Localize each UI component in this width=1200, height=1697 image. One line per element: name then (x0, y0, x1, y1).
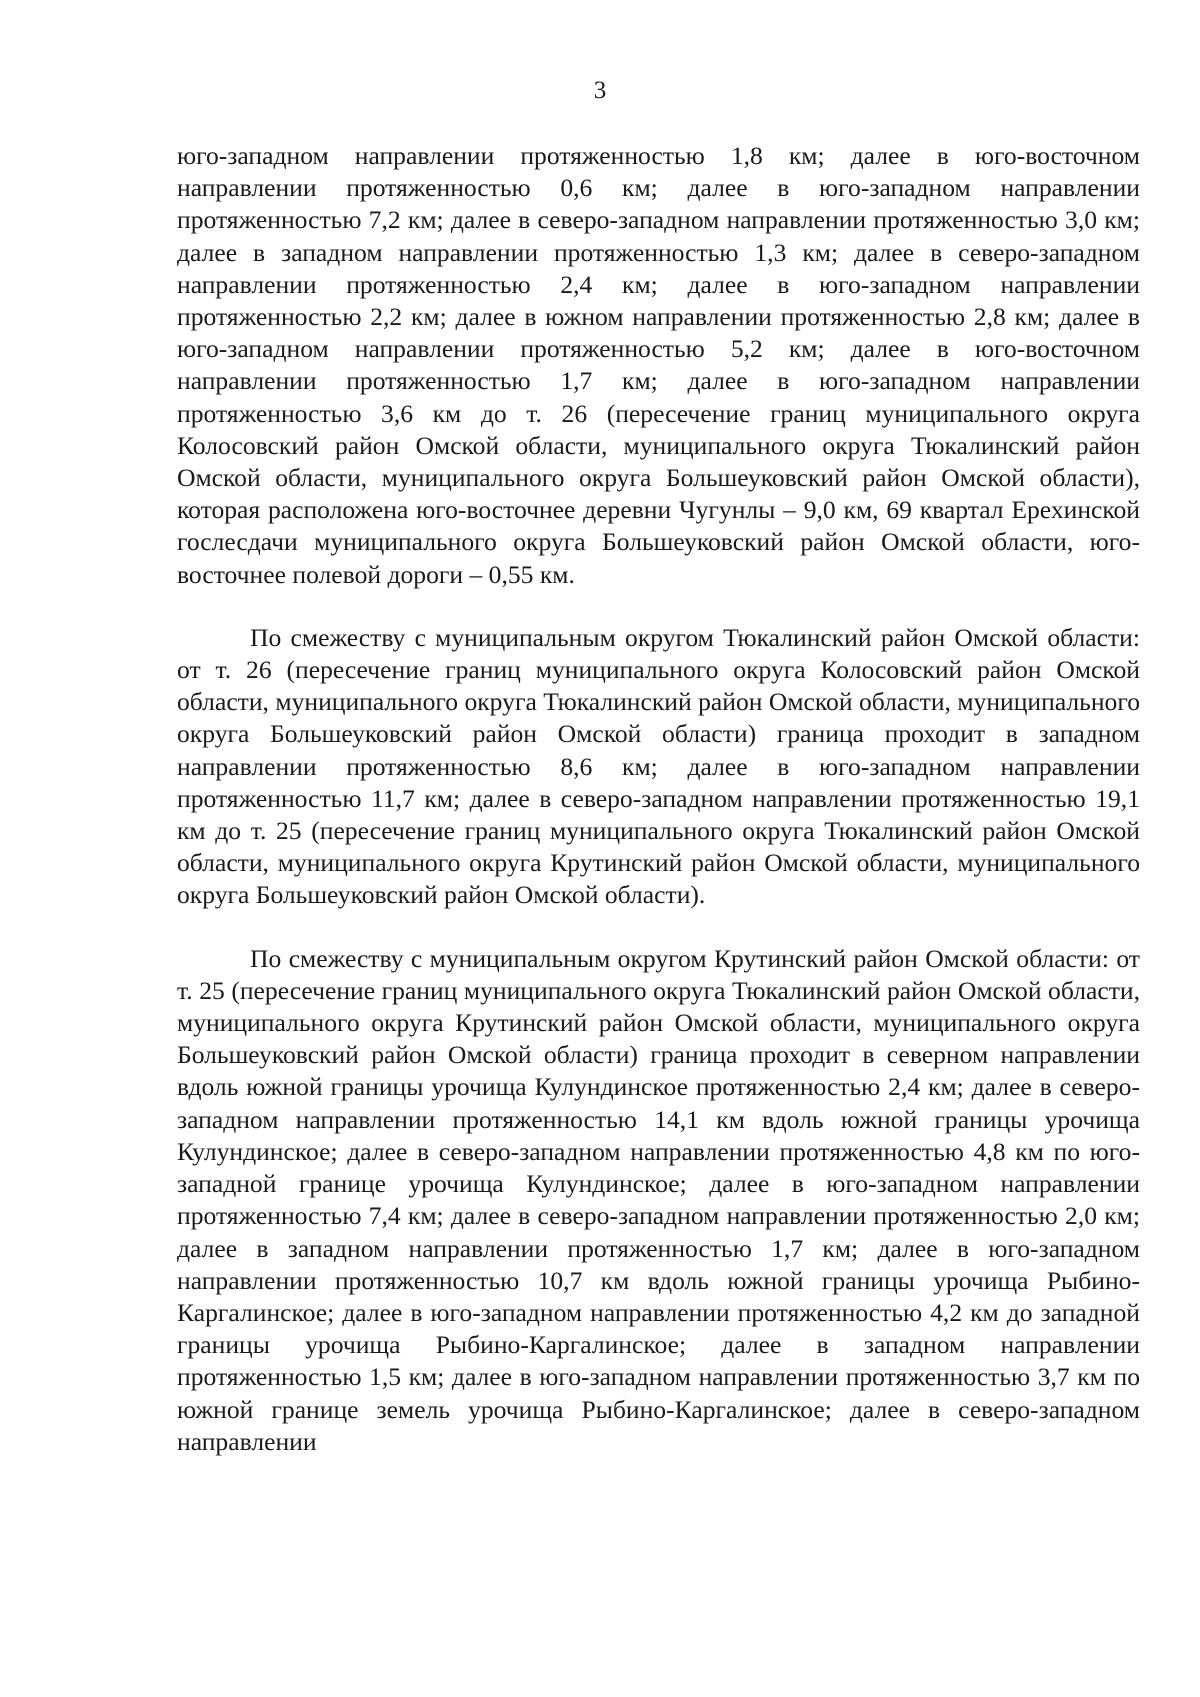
paragraph-tyukalinsky-border: По смежеству с муниципальным округом Тюкалинский район Омской области: от т. 26 (пересечение границ муниципального округа Колосовский район Омской области, муниципального округа Тюкалинский район Омской области, муниципального округа Большеуковский район Омской области) граница проходит в западном направлении протяженностью 8,6 км; далее в юго-западном направлении протяженностью 11,7 км; далее в северо-западном направлении протяженностью 19,1 км до т. 25 (пересечение границ муниципального округа Тюкалинский район Омской области, муниципального округа Крутинский район Омской области, муниципального округа Большеуковский район Омской области). (177, 622, 1140, 910)
paragraph-continuation: юго-западном направлении протяженностью 1,8 км; далее в юго-восточном направлении протяженностью 0,6 км; далее в юго-западном направлении протяженностью 7,2 км; далее в северо-западном направлении протяженностью 3,0 км; далее в западном направлении протяженностью 1,3 км; далее в северо-западном направлении протяженностью 2,4 км; далее в юго-западном направлении протяженностью 2,2 км; далее в южном направлении протяженностью 2,8 км; далее в юго-западном направлении протяженностью 5,2 км; далее в юго-восточном направлении протяженностью 1,7 км; далее в юго-западном направлении протяженностью 3,6 км до т. 26 (пересечение границ муниципального округа Колосовский район Омской области, муниципального округа Тюкалинский район Омской области, муниципального округа Большеуковский район Омской области), которая расположена юго-восточнее деревни Чугунлы – 9,0 км, 69 квартал Ерехинской гослесдачи муниципального округа Большеуковский район Омской области, юго-восточнее полевой дороги – 0,55 км. (177, 141, 1140, 589)
page-number: 3 (593, 77, 607, 104)
paragraph-krutinsky-border: По смежеству с муниципальным округом Крутинский район Омской области: от т. 25 (пересечение границ муниципального округа Тюкалинский район Омской области, муниципального округа Крутинский район Омской области, муниципального округа Большеуковский район Омской области) граница проходит в северном направлении вдоль южной границы урочища Кулундинское протяженностью 2,4 км; далее в северо-западном направлении протяженностью 14,1 км вдоль южной границы урочища Кулундинское; далее в северо-западном направлении протяженностью 4,8 км по юго-западной границе урочища Кулундинское; далее в юго-западном направлении протяженностью 7,4 км; далее в северо-западном направлении протяженностью 2,0 км; далее в западном направлении протяженностью 1,7 км; далее в юго-западном направлении протяженностью 10,7 км вдоль южной границы урочища Рыбино-Каргалинское; далее в юго-западном направлении протяженностью 4,2 км до западной границы урочища Рыбино-Каргалинское; далее в западном направлении протяженностью 1,5 км; далее в юго-западном направлении протяженностью 3,7 км по южной границе земель урочища Рыбино-Каргалинское; далее в северо-западном направлении (177, 943, 1140, 1456)
document-body (177, 140, 1140, 1458)
